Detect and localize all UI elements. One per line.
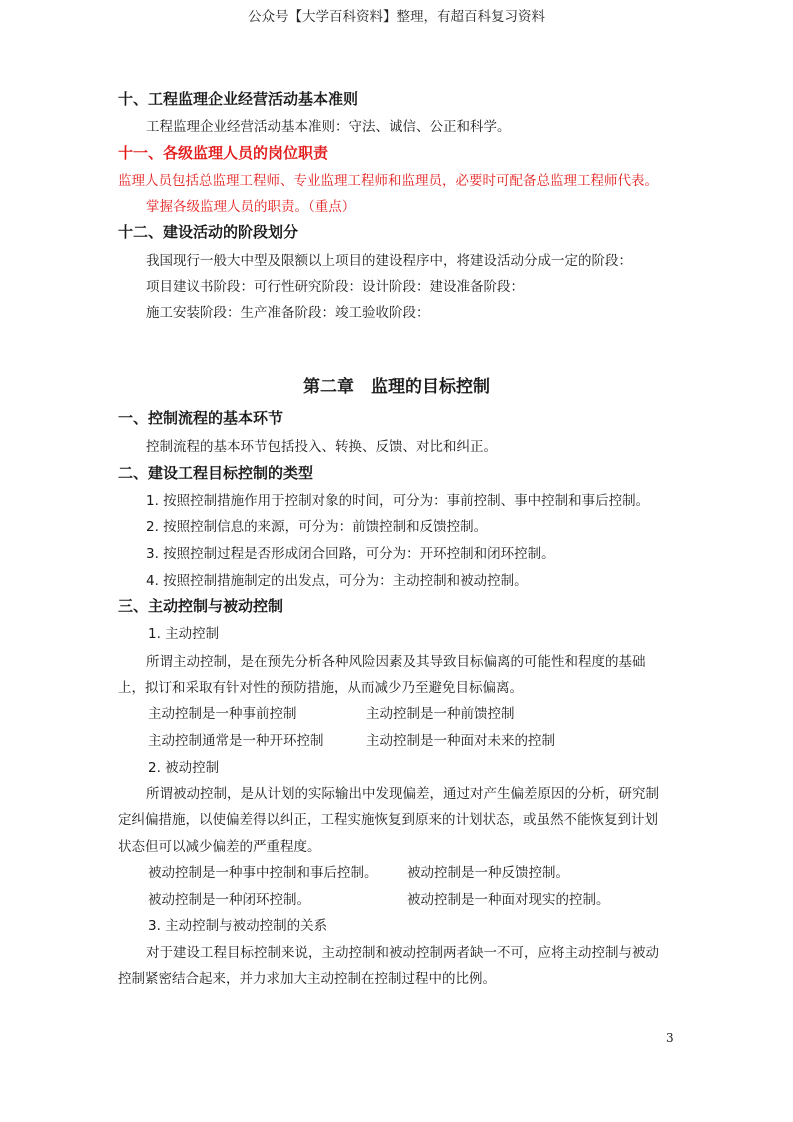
page-header: 公众号【大学百科资料】整理，有超百科复习资料 [248,9,545,25]
sec-1-body: 控制流程的基本环节包括投入、转换、反馈、对比和纠正。 [146,439,497,455]
section-12-line: 施工安装阶段：生产准备阶段：竣工验收阶段： [146,305,430,321]
sec-3-p1-line: 所谓主动控制，是在预先分析各种风险因素及其导致目标偏离的可能性和程度的基础 [146,654,646,670]
page-number: 3 [666,1031,674,1045]
active-r1c2: 主动控制是一种前馈控制 [366,706,515,722]
sec-2-item: 1. 按照控制措施作用于控制对象的时间，可分为：事前控制、事中控制和事后控制。 [146,493,650,509]
chapter-title: 第二章 监理的目标控制 [303,377,490,397]
sec-3-sub1: 1. 主动控制 [148,626,220,642]
active-r2c1: 主动控制通常是一种开环控制 [148,733,324,749]
section-12-heading: 十二、建设活动的阶段划分 [118,223,299,241]
sec-2-item: 3. 按照控制过程是否形成闭合回路，可分为：开环控制和闭环控制。 [146,546,555,562]
sec-3-p2-line: 定纠偏措施，以使偏差得以纠正，工程实施恢复到原来的计划状态，或虽然不能恢复到计划 [118,812,658,828]
sec-3-p2-line: 所谓被动控制，是从计划的实际输出中发现偏差，通过对产生偏差原因的分析，研究制 [146,786,659,802]
section-10-heading: 十、工程监理企业经营活动基本准则 [118,90,359,108]
passive-r2c1: 被动控制是一种闭环控制。 [148,892,310,908]
sec-2-heading: 二、建设工程目标控制的类型 [118,464,314,482]
section-10-body: 工程监理企业经营活动基本准则：守法、诚信、公正和科学。 [146,119,511,135]
sec-3-heading: 三、主动控制与被动控制 [118,597,284,615]
sec-3-p1-line: 上，拟订和采取有针对性的预防措施，从而减少乃至避免目标偏离。 [118,680,523,696]
sec-2-item: 4. 按照控制措施制定的出发点，可分为：主动控制和被动控制。 [146,573,528,589]
section-12-line: 我国现行一般大中型及限额以上项目的建设程序中，将建设活动分成一定的阶段： [146,253,632,269]
passive-r2c2: 被动控制是一种面对现实的控制。 [407,892,610,908]
section-11-heading: 十一、各级监理人员的岗位职责 [118,144,329,162]
section-11-note: 掌握各级监理人员的职责。（重点） [146,199,356,215]
sec-3-sub3: 3. 主动控制与被动控制的关系 [148,918,328,934]
passive-r1c2: 被动控制是一种反馈控制。 [407,865,569,881]
sec-2-item: 2. 按照控制信息的来源，可分为：前馈控制和反馈控制。 [146,519,488,535]
sec-3-p3-line: 控制紧密结合起来，并力求加大主动控制在控制过程中的比例。 [118,971,496,987]
active-r1c1: 主动控制是一种事前控制 [148,706,297,722]
sec-3-p2-line: 状态但可以减少偏差的严重程度。 [118,839,321,855]
section-11-body: 监理人员包括总监理工程师、专业监理工程师和监理员，必要时可配备总监理工程师代表。 [118,173,658,189]
passive-r1c1: 被动控制是一种事中控制和事后控制。 [148,865,378,881]
active-r2c2: 主动控制是一种面对未来的控制 [366,733,555,749]
sec-1-heading: 一、控制流程的基本环节 [118,409,284,427]
sec-3-p3-line: 对于建设工程目标控制来说，主动控制和被动控制两者缺一不可，应将主动控制与被动 [146,945,659,961]
section-12-line: 项目建议书阶段：可行性研究阶段：设计阶段：建设准备阶段： [146,279,524,295]
sec-3-sub2: 2. 被动控制 [148,760,220,776]
